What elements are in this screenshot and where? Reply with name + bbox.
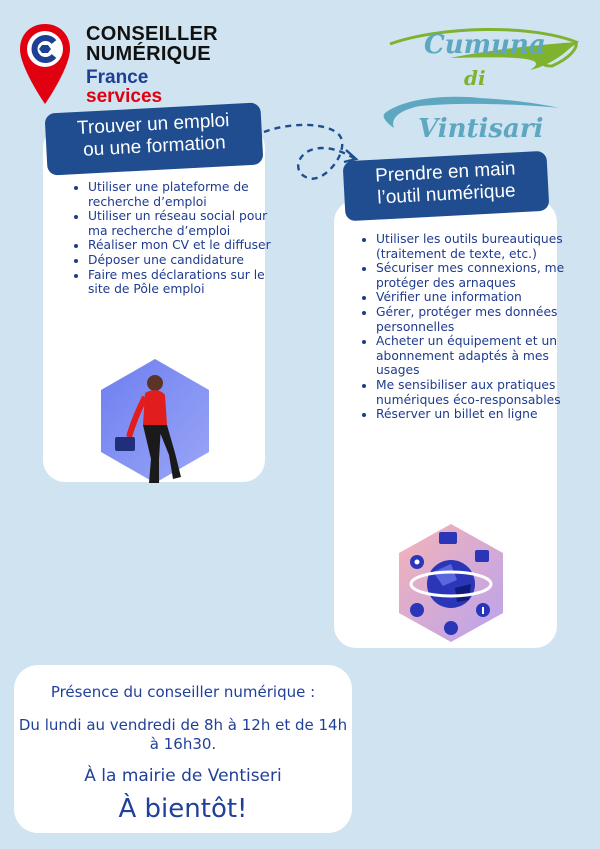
opening-hours: Du lundi au vendredi de 8h à 12h et de 14h à 16h30. [18,716,348,753]
list-item: • Gérer, protéger mes données personnelles [376,305,566,334]
commune-name-line-1: Cumuna [424,30,546,60]
farewell: À bientôt! [118,794,248,824]
commune-logo [380,18,585,148]
job-seeker-illustration-icon [101,359,209,483]
card-find-job-title-line-2: ou une formation [82,132,227,161]
list-item: • Acheter un équipement et un abonnement adaptés à mes usages [376,334,566,378]
commune-name-line-3: Vintisari [418,114,544,144]
list-item: • Me sensibiliser aux pratiques numériques éco-responsables [376,378,566,407]
card-digital-tools-title-line-1: Prendre en main [374,158,516,187]
digital-globe-illustration-icon [399,524,503,642]
card-digital-tools-title-line-2: l’outil numérique [376,180,517,209]
list-item: • Utiliser un réseau social pour ma recherche d’emploi [88,209,274,238]
list-item: • Utiliser les outils bureautiques (traitement de texte, etc.) [376,232,566,261]
conseiller-numerique-logo-text [86,24,218,106]
card-find-job-list [72,180,274,297]
commune-name-line-2: di [464,66,486,90]
logo-line-2: NUMÉRIQUE [86,43,211,65]
logo-line-3: France [86,67,149,88]
list-item: • Déposer une candidature [88,253,274,268]
list-item: • Sécuriser mes connexions, me protéger des arnaques [376,261,566,290]
card-find-job-title-line-1: Trouver un emploi [76,110,230,139]
list-item: • Vérifier une information [376,290,566,305]
presence-heading: Présence du conseiller numérique : [50,683,316,701]
card-digital-tools-list [360,232,566,422]
conseiller-numerique-logo-icon [18,22,72,106]
location: À la mairie de Ventiseri [84,766,282,786]
list-item: • Réserver un billet en ligne [376,407,566,422]
list-item: • Utiliser une plateforme de recherche d’emploi [88,180,274,209]
list-item: • Faire mes déclarations sur le site de Pôle emploi [88,268,274,297]
list-item: • Réaliser mon CV et le diffuser [88,238,274,253]
logo-line-1: CONSEILLER [86,23,218,45]
card-find-job-title [45,102,264,175]
card-digital-tools-title [343,151,550,222]
logo-line-4: services [86,86,163,107]
